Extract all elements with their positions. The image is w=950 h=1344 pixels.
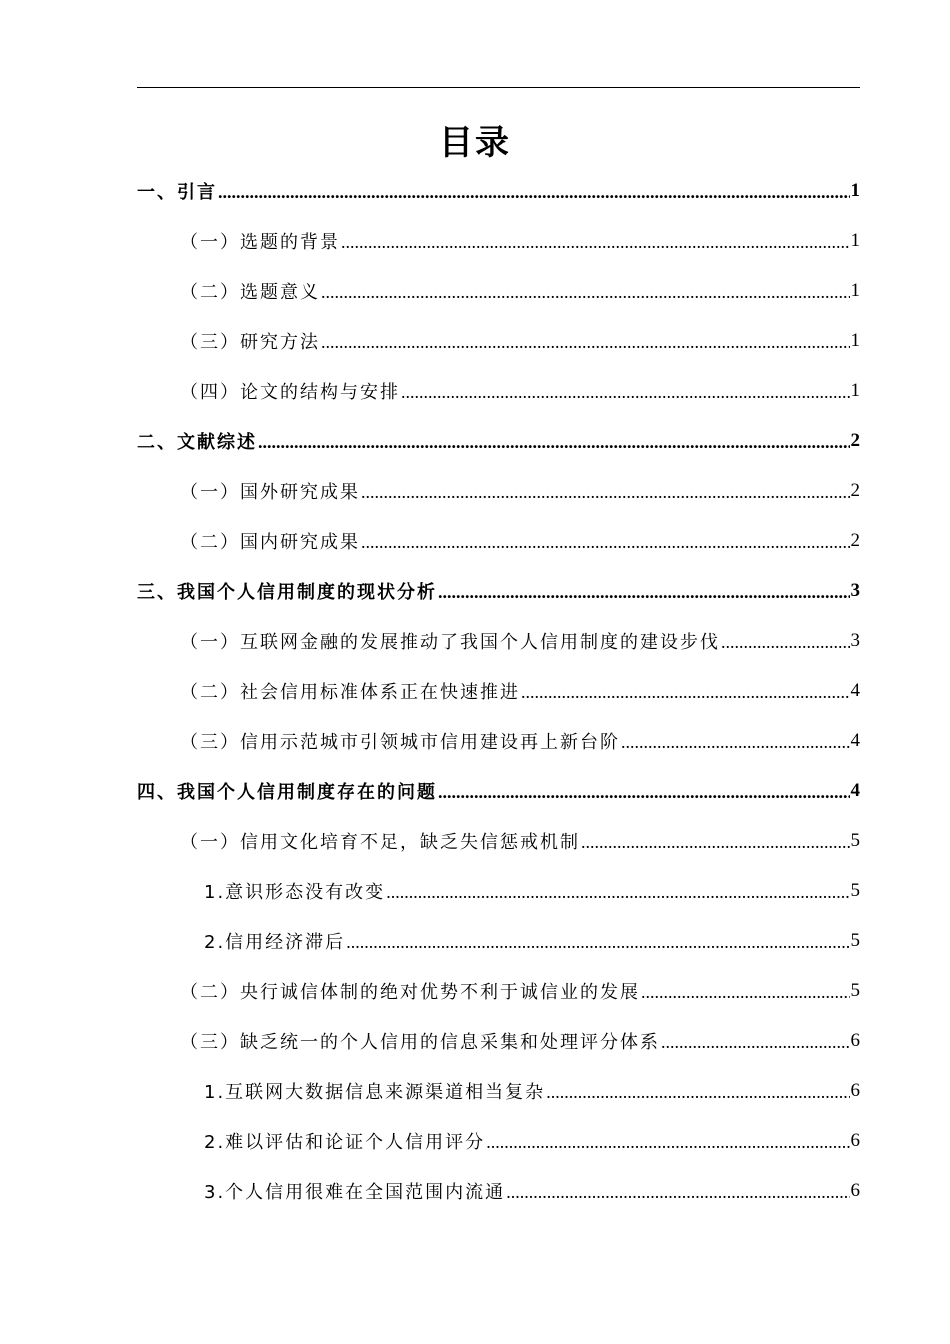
toc-dot-leader bbox=[218, 182, 850, 203]
toc-entry[interactable] bbox=[180, 216, 860, 266]
toc-dot-leader bbox=[258, 432, 850, 453]
toc-entry[interactable] bbox=[204, 1166, 860, 1216]
toc-page-number: 6 bbox=[850, 1130, 860, 1151]
toc-entry[interactable] bbox=[137, 166, 860, 216]
toc-entry-label: （一）互联网金融的发展推动了我国个人信用制度的建设步伐 bbox=[180, 632, 720, 653]
toc-entry-label: 3.个人信用很难在全国范围内流通 bbox=[204, 1182, 506, 1203]
toc-dot-leader bbox=[721, 632, 850, 653]
toc-dot-leader bbox=[401, 382, 850, 403]
toc-entry[interactable] bbox=[180, 466, 860, 516]
toc-entry[interactable] bbox=[180, 816, 860, 866]
toc-entry-label: （二）央行诚信体制的绝对优势不利于诚信业的发展 bbox=[180, 982, 640, 1003]
toc-dot-leader bbox=[521, 682, 850, 703]
toc-entry-label: （三）研究方法 bbox=[180, 332, 320, 353]
toc-entry-label: （一）信用文化培育不足，缺乏失信惩戒机制 bbox=[180, 832, 580, 853]
toc-dot-leader bbox=[341, 232, 850, 253]
toc-entry-label: （三）缺乏统一的个人信用的信息采集和处理评分体系 bbox=[180, 1032, 660, 1053]
toc-dot-leader bbox=[346, 932, 849, 953]
toc-page-number: 1 bbox=[850, 280, 860, 301]
toc-page-number: 2 bbox=[850, 530, 860, 551]
toc-entry-label: 2.难以评估和论证个人信用评分 bbox=[204, 1132, 486, 1153]
toc-entry-label: 三、我国个人信用制度的现状分析 bbox=[137, 582, 437, 603]
toc-dot-leader bbox=[486, 1132, 849, 1153]
toc-dot-leader bbox=[321, 282, 850, 303]
toc-entry[interactable] bbox=[180, 366, 860, 416]
toc-page-number: 6 bbox=[850, 1030, 860, 1051]
toc-entry[interactable] bbox=[204, 1066, 860, 1116]
header-rule bbox=[137, 87, 860, 88]
toc-entry[interactable] bbox=[180, 316, 860, 366]
toc-title: 目录 bbox=[439, 123, 511, 163]
toc-entry-label: （二）选题意义 bbox=[180, 282, 320, 303]
toc-entry-label: （二）国内研究成果 bbox=[180, 532, 360, 553]
toc-page-number: 3 bbox=[850, 580, 860, 601]
toc-entry-label: 1.互联网大数据信息来源渠道相当复杂 bbox=[204, 1082, 546, 1103]
toc-page-number: 1 bbox=[850, 380, 860, 401]
toc-page-number: 4 bbox=[850, 680, 860, 701]
toc-page-number: 5 bbox=[850, 930, 860, 951]
toc-entry[interactable] bbox=[180, 266, 860, 316]
toc-entry[interactable] bbox=[180, 716, 860, 766]
toc-page-number: 2 bbox=[850, 480, 860, 501]
toc-entry-label: （一）国外研究成果 bbox=[180, 482, 360, 503]
toc-page-number: 5 bbox=[850, 980, 860, 1001]
toc-entry-label: 1.意识形态没有改变 bbox=[204, 882, 386, 903]
toc-dot-leader bbox=[386, 882, 849, 903]
toc-entry-label: （三）信用示范城市引领城市信用建设再上新台阶 bbox=[180, 732, 620, 753]
toc-dot-leader bbox=[438, 582, 850, 603]
toc-entry-label: （二）社会信用标准体系正在快速推进 bbox=[180, 682, 520, 703]
toc-entry-label: （四）论文的结构与安排 bbox=[180, 382, 400, 403]
toc-entry-label: 二、文献综述 bbox=[137, 432, 257, 453]
toc-dot-leader bbox=[581, 832, 850, 853]
toc-page-number: 1 bbox=[850, 330, 860, 351]
toc-entry[interactable] bbox=[204, 866, 860, 916]
toc-page-number: 1 bbox=[850, 180, 860, 201]
toc-dot-leader bbox=[641, 982, 850, 1003]
toc-entry[interactable] bbox=[180, 666, 860, 716]
toc-entry-label: （一）选题的背景 bbox=[180, 232, 340, 253]
toc-page-number: 5 bbox=[850, 830, 860, 851]
toc-entry[interactable] bbox=[204, 916, 860, 966]
toc-dot-leader bbox=[621, 732, 850, 753]
toc-entry[interactable] bbox=[180, 616, 860, 666]
toc-page-number: 3 bbox=[850, 630, 860, 651]
toc-page-number: 5 bbox=[850, 880, 860, 901]
toc-dot-leader bbox=[361, 482, 850, 503]
toc-page-number: 4 bbox=[850, 780, 860, 801]
toc-entry-label: 四、我国个人信用制度存在的问题 bbox=[137, 782, 437, 803]
toc-entry[interactable] bbox=[180, 516, 860, 566]
toc-entry[interactable] bbox=[180, 1016, 860, 1066]
toc-entry[interactable] bbox=[137, 766, 860, 816]
toc-entry[interactable] bbox=[137, 566, 860, 616]
toc-page-number: 6 bbox=[850, 1080, 860, 1101]
toc-dot-leader bbox=[506, 1182, 849, 1203]
toc-dot-leader bbox=[438, 782, 850, 803]
toc-entry[interactable] bbox=[180, 966, 860, 1016]
toc-entry-label: 一、引言 bbox=[137, 182, 217, 203]
toc-dot-leader bbox=[661, 1032, 850, 1053]
toc-entry[interactable] bbox=[204, 1116, 860, 1166]
toc-dot-leader bbox=[546, 1082, 849, 1103]
toc-entry-label: 2.信用经济滞后 bbox=[204, 932, 346, 953]
toc-page-number: 1 bbox=[850, 230, 860, 251]
toc-page-number: 2 bbox=[850, 430, 860, 451]
toc-dot-leader bbox=[361, 532, 850, 553]
toc-entry[interactable] bbox=[137, 416, 860, 466]
toc-page-number: 6 bbox=[850, 1180, 860, 1201]
toc-page-number: 4 bbox=[850, 730, 860, 751]
toc-dot-leader bbox=[321, 332, 850, 353]
